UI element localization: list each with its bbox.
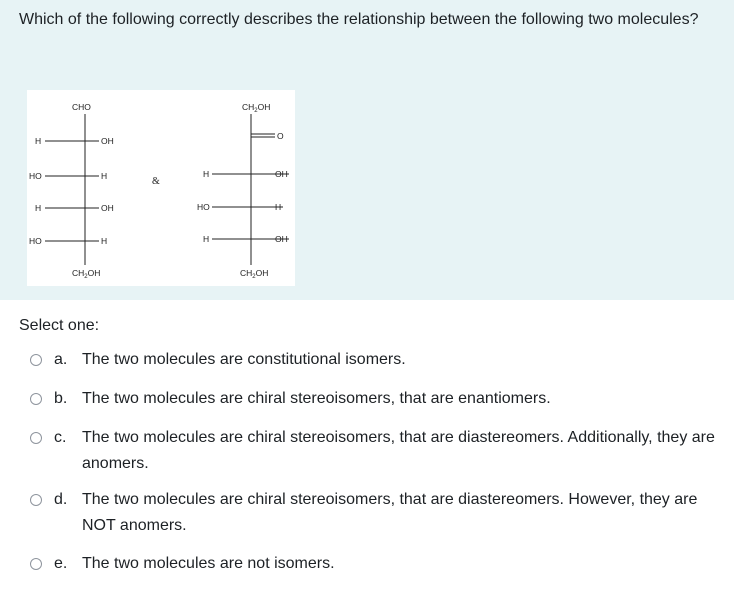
carbonyl-oxygen: O bbox=[277, 131, 284, 141]
left-row1-right: OH bbox=[101, 136, 114, 146]
right-row3-left: H bbox=[203, 234, 210, 244]
question-panel bbox=[0, 0, 734, 300]
option-b-text[interactable]: The two molecules are chiral stereoisomers, that are enantiomers. bbox=[82, 390, 551, 407]
fischer-projections-svg bbox=[27, 90, 295, 286]
radio-option-c[interactable] bbox=[30, 432, 42, 444]
left-row4-left: HO bbox=[29, 236, 42, 246]
right-row2-left: HO bbox=[197, 202, 210, 212]
left-top-group: CHO bbox=[72, 102, 91, 112]
option-d-text[interactable]: The two molecules are chiral stereoisomers, that are diastereomers. However, they are NOT anomers. bbox=[82, 491, 698, 534]
ampersand: & bbox=[152, 176, 160, 187]
left-row3-left: H bbox=[35, 203, 42, 213]
radio-option-d[interactable] bbox=[30, 494, 42, 506]
option-d-letter: d. bbox=[54, 491, 68, 508]
left-row2-right: H bbox=[101, 171, 108, 181]
right-row3-right: OH bbox=[275, 234, 288, 244]
left-row3-right: OH bbox=[101, 203, 114, 213]
fischer-projection-figure bbox=[27, 90, 295, 286]
right-top-group: $CH_2OH$ bbox=[242, 102, 271, 114]
radio-option-e[interactable] bbox=[30, 558, 42, 570]
option-c-text[interactable]: The two molecules are chiral stereoisomers, that are diastereomers. Additionally, they are anomers. bbox=[82, 429, 715, 472]
right-molecule bbox=[197, 102, 289, 280]
option-c-letter: c. bbox=[54, 429, 67, 446]
option-a-text[interactable]: The two molecules are constitutional isomers. bbox=[82, 351, 406, 368]
select-one-label: Select one: bbox=[19, 317, 100, 334]
left-row2-left: HO bbox=[29, 171, 42, 181]
right-bottom-group: $CH_2OH$ bbox=[240, 268, 269, 280]
option-e-letter: e. bbox=[54, 555, 68, 572]
right-row1-left: H bbox=[203, 169, 210, 179]
option-a-letter: a. bbox=[54, 351, 68, 368]
right-row2-right: H bbox=[275, 202, 282, 212]
right-row1-right: OH bbox=[275, 169, 288, 179]
left-bottom-group: $CH_2OH$ bbox=[72, 268, 101, 280]
question-text: Which of the following correctly describes the relationship between the following two molecules? bbox=[19, 11, 699, 28]
option-b-letter: b. bbox=[54, 390, 68, 407]
option-e-text[interactable]: The two molecules are not isomers. bbox=[82, 555, 335, 572]
radio-option-a[interactable] bbox=[30, 354, 42, 366]
left-molecule bbox=[29, 102, 114, 280]
left-row1-left: H bbox=[35, 136, 42, 146]
left-row4-right: H bbox=[101, 236, 108, 246]
radio-option-b[interactable] bbox=[30, 393, 42, 405]
